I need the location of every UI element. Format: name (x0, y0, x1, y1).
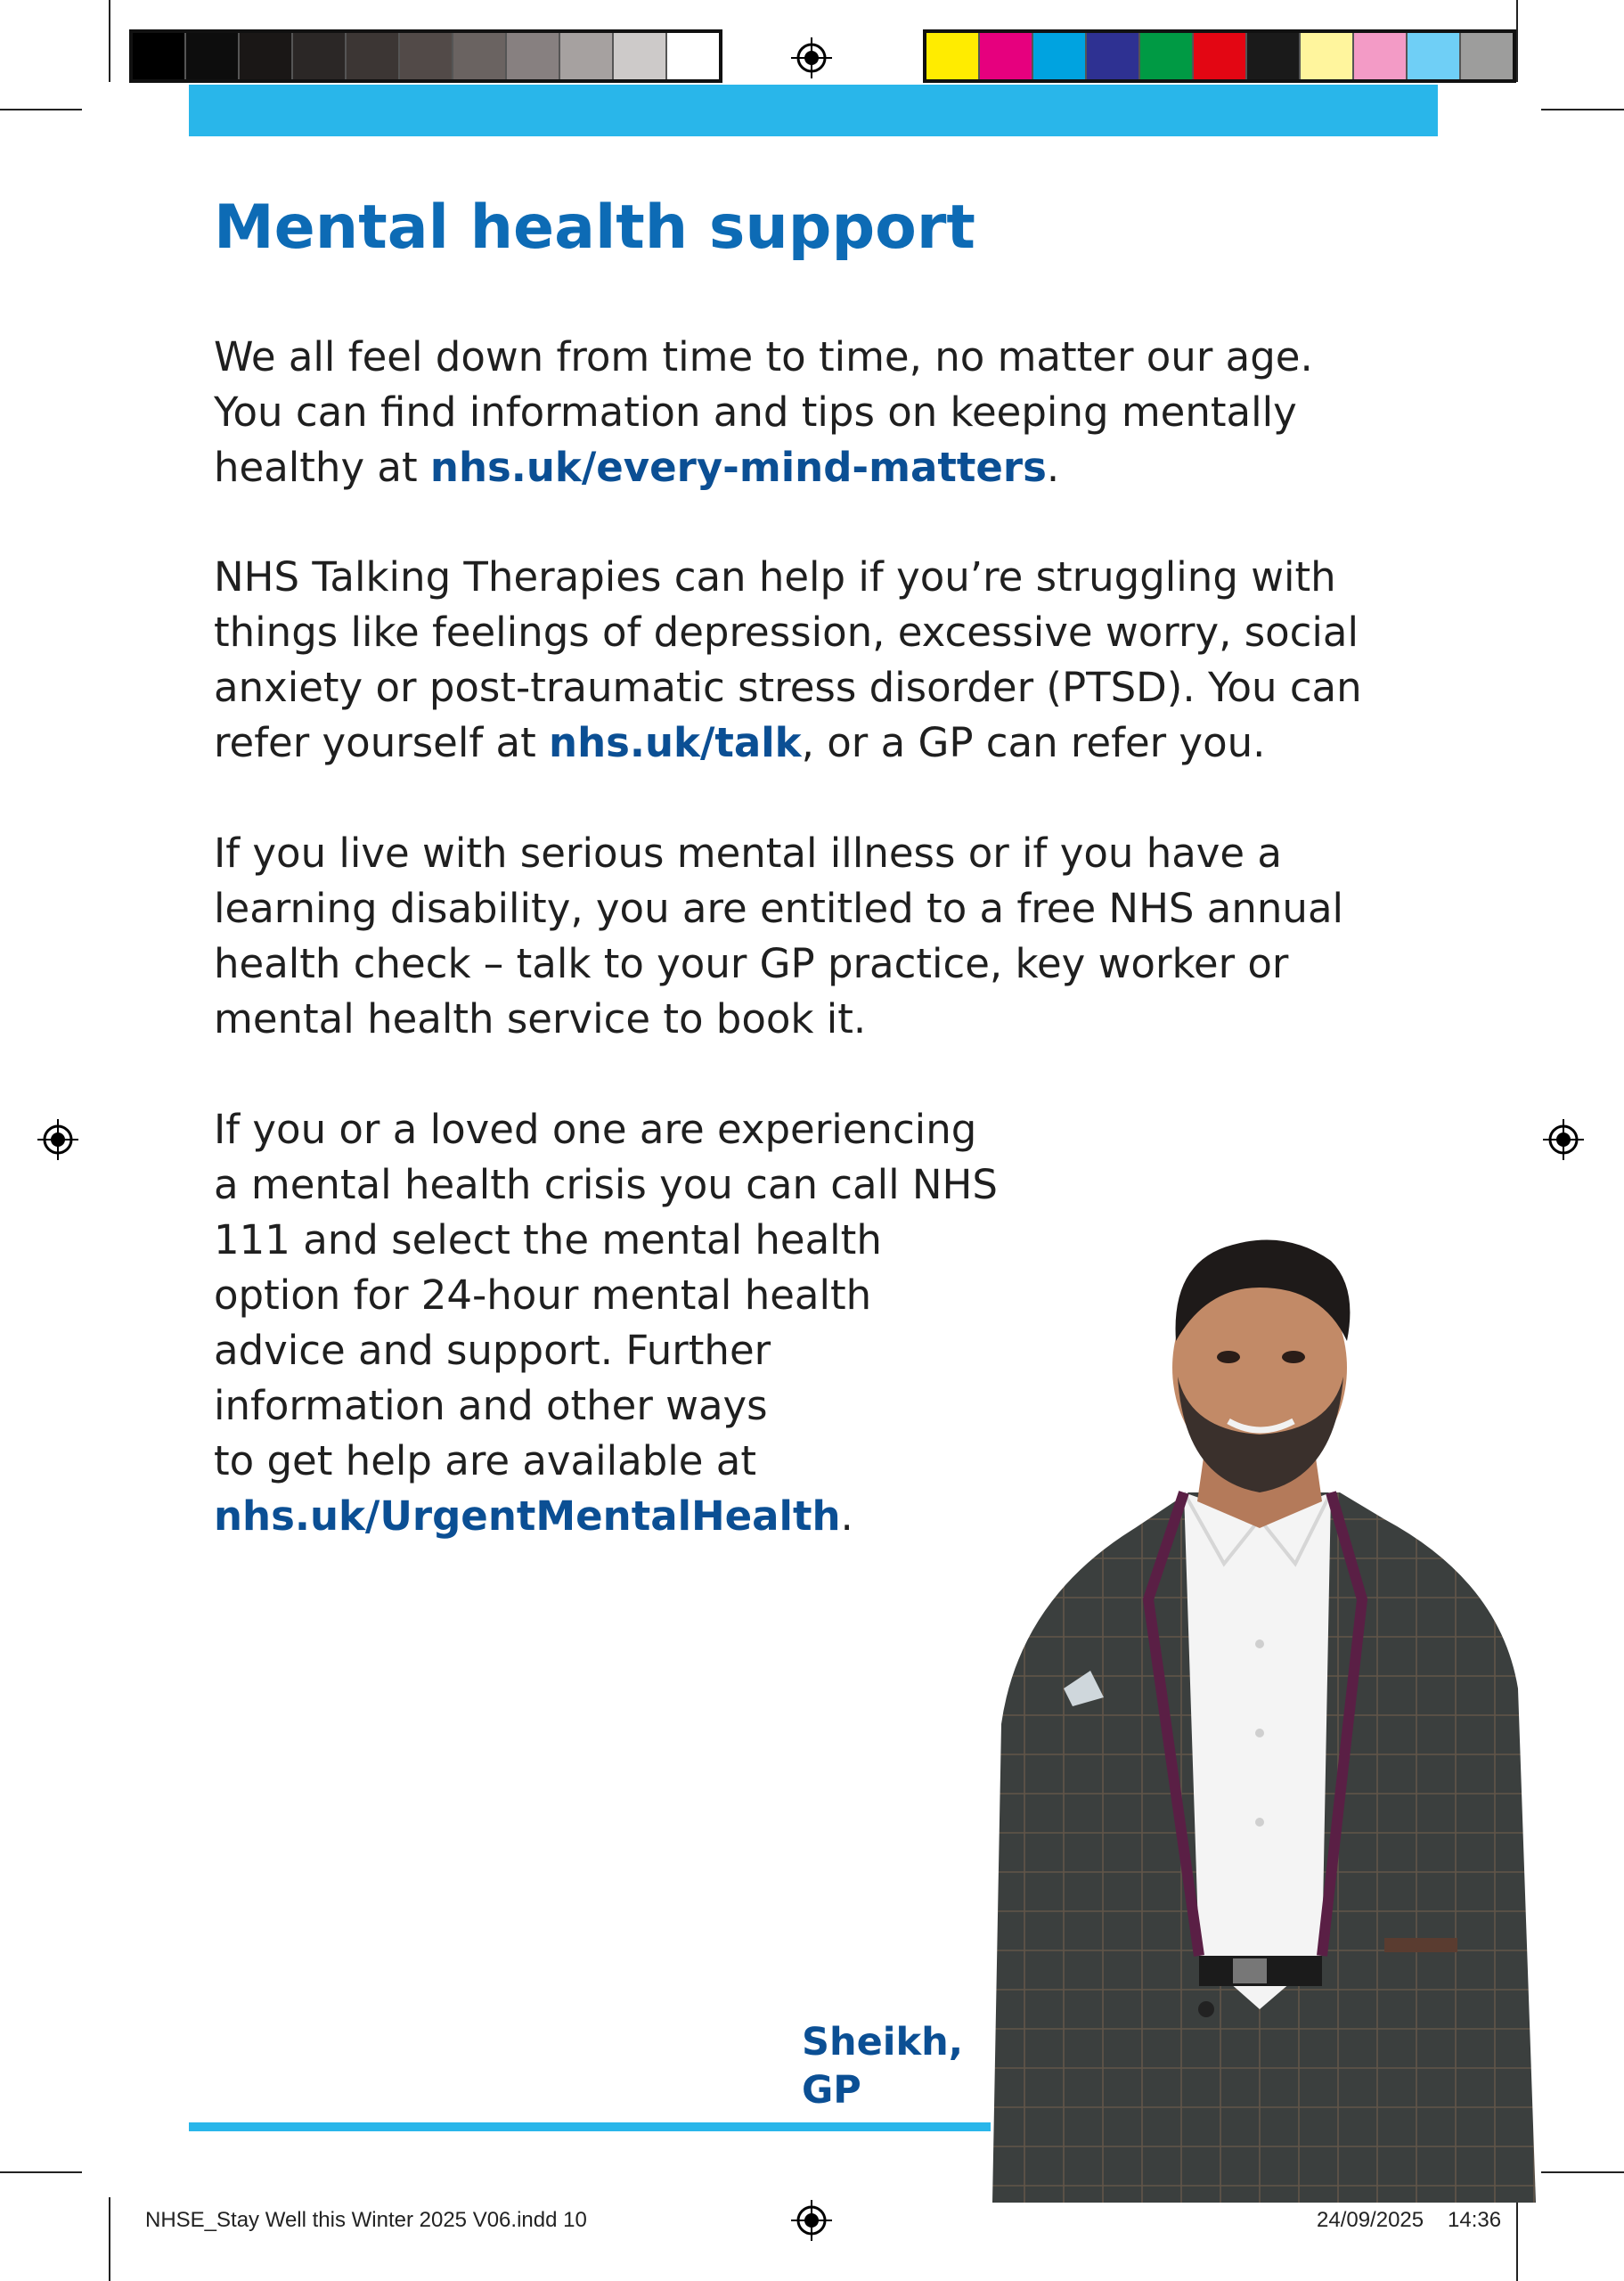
text-line (214, 1489, 998, 1544)
text-segment: learning disability, you are entitled to a free NHS annual (214, 885, 1344, 932)
grey-swatch (238, 33, 291, 79)
text-line (214, 1268, 998, 1323)
grey-swatch (612, 33, 665, 79)
caption-name: Sheikh, (802, 2020, 964, 2064)
footer-accent-rule (189, 2122, 991, 2131)
grey-swatch (133, 33, 184, 79)
grey-swatch (345, 33, 398, 79)
text-line (214, 605, 1362, 660)
text-segment: a mental health crisis you can call NHS (214, 1161, 998, 1208)
text-segment: . (1046, 444, 1060, 491)
text-segment: information and other ways (214, 1382, 768, 1429)
process-color-swatch (1352, 33, 1406, 79)
crop-mark (1541, 2171, 1624, 2173)
registration-mark-icon (791, 2200, 832, 2241)
process-color-swatch (1299, 33, 1352, 79)
text-segment: NHS Talking Therapies can help if you’re struggling with (214, 553, 1336, 601)
slug-time: 14:36 (1448, 2208, 1502, 2232)
process-color-bar (923, 29, 1516, 83)
text-line (214, 440, 1313, 495)
process-color-swatch (1138, 33, 1192, 79)
text-segment: We all feel down from time to time, no matter our age. (214, 333, 1313, 380)
crop-mark (0, 109, 82, 110)
paragraph-health-check (214, 826, 1343, 1047)
paragraph-crisis-support (214, 1102, 998, 1544)
grey-swatch (452, 33, 505, 79)
text-line (214, 330, 1313, 385)
grey-swatch (505, 33, 559, 79)
process-color-swatch (926, 33, 978, 79)
text-segment: , or a GP can refer you. (801, 719, 1266, 766)
text-segment: things like feelings of depression, excessive worry, social (214, 609, 1359, 656)
process-color-swatch (1245, 33, 1299, 79)
photo-caption (802, 2018, 963, 2114)
web-link[interactable]: nhs.uk/UrgentMentalHealth (214, 1492, 841, 1540)
page-title: Mental health support (214, 192, 975, 263)
crop-mark (109, 2197, 110, 2281)
text-line (214, 1323, 998, 1378)
slug-file-info: NHSE_Stay Well this Winter 2025 V06.indd 10 (145, 2208, 587, 2232)
registration-mark-icon (791, 37, 832, 78)
registration-mark-icon (1543, 1119, 1584, 1160)
crop-mark (1541, 109, 1624, 110)
web-link[interactable]: nhs.uk/every-mind-matters (429, 444, 1047, 491)
text-segment: to get help are available at (214, 1437, 756, 1484)
text-line (214, 1434, 998, 1489)
text-line (214, 550, 1362, 605)
text-line (214, 1213, 998, 1268)
text-segment: 111 and select the mental health (214, 1216, 882, 1263)
text-segment: anxiety or post-traumatic stress disorder (PTSD). You can (214, 664, 1362, 711)
registration-mark-icon (37, 1119, 78, 1160)
paragraph-talking-therapies (214, 550, 1362, 771)
header-accent-bar (189, 85, 1438, 136)
text-segment: option for 24-hour mental health (214, 1271, 872, 1319)
web-link[interactable]: nhs.uk/talk (549, 719, 802, 766)
text-line (214, 1102, 998, 1157)
crop-mark (0, 2171, 82, 2173)
process-color-swatch (1032, 33, 1085, 79)
text-segment: mental health service to book it. (214, 995, 867, 1042)
slug-date: 24/09/2025 (1317, 2208, 1424, 2232)
process-color-swatch (1406, 33, 1459, 79)
text-segment: refer yourself at (214, 719, 550, 766)
crop-mark (1516, 0, 1518, 82)
grey-swatch (291, 33, 345, 79)
text-segment: If you or a loved one are experiencing (214, 1106, 977, 1153)
text-line (214, 936, 1343, 992)
text-line (214, 660, 1362, 715)
text-line (214, 826, 1343, 881)
text-line (214, 715, 1362, 771)
text-line (214, 992, 1343, 1047)
crop-mark (1516, 2197, 1518, 2281)
text-segment: healthy at (214, 444, 430, 491)
process-color-swatch (1085, 33, 1138, 79)
process-color-swatch (1192, 33, 1245, 79)
text-segment: You can find information and tips on keeping mentally (214, 388, 1297, 436)
text-line (214, 1157, 998, 1213)
grey-swatch (665, 33, 719, 79)
grey-swatch (559, 33, 612, 79)
text-line (214, 1378, 998, 1434)
grey-swatch (398, 33, 452, 79)
text-segment: advice and support. Further (214, 1327, 771, 1374)
text-segment: . (840, 1492, 853, 1540)
paragraph-every-mind-matters (214, 330, 1313, 495)
crop-mark (109, 0, 110, 82)
gp-portrait-photo (966, 1225, 1536, 2203)
text-line (214, 881, 1343, 936)
text-segment: If you live with serious mental illness or if you have a (214, 830, 1282, 877)
text-line (214, 385, 1313, 440)
process-color-swatch (978, 33, 1032, 79)
grey-color-bar (129, 29, 722, 83)
grey-swatch (184, 33, 238, 79)
process-color-swatch (1459, 33, 1513, 79)
text-segment: health check – talk to your GP practice, key worker or (214, 940, 1289, 987)
caption-role: GP (802, 2068, 861, 2113)
